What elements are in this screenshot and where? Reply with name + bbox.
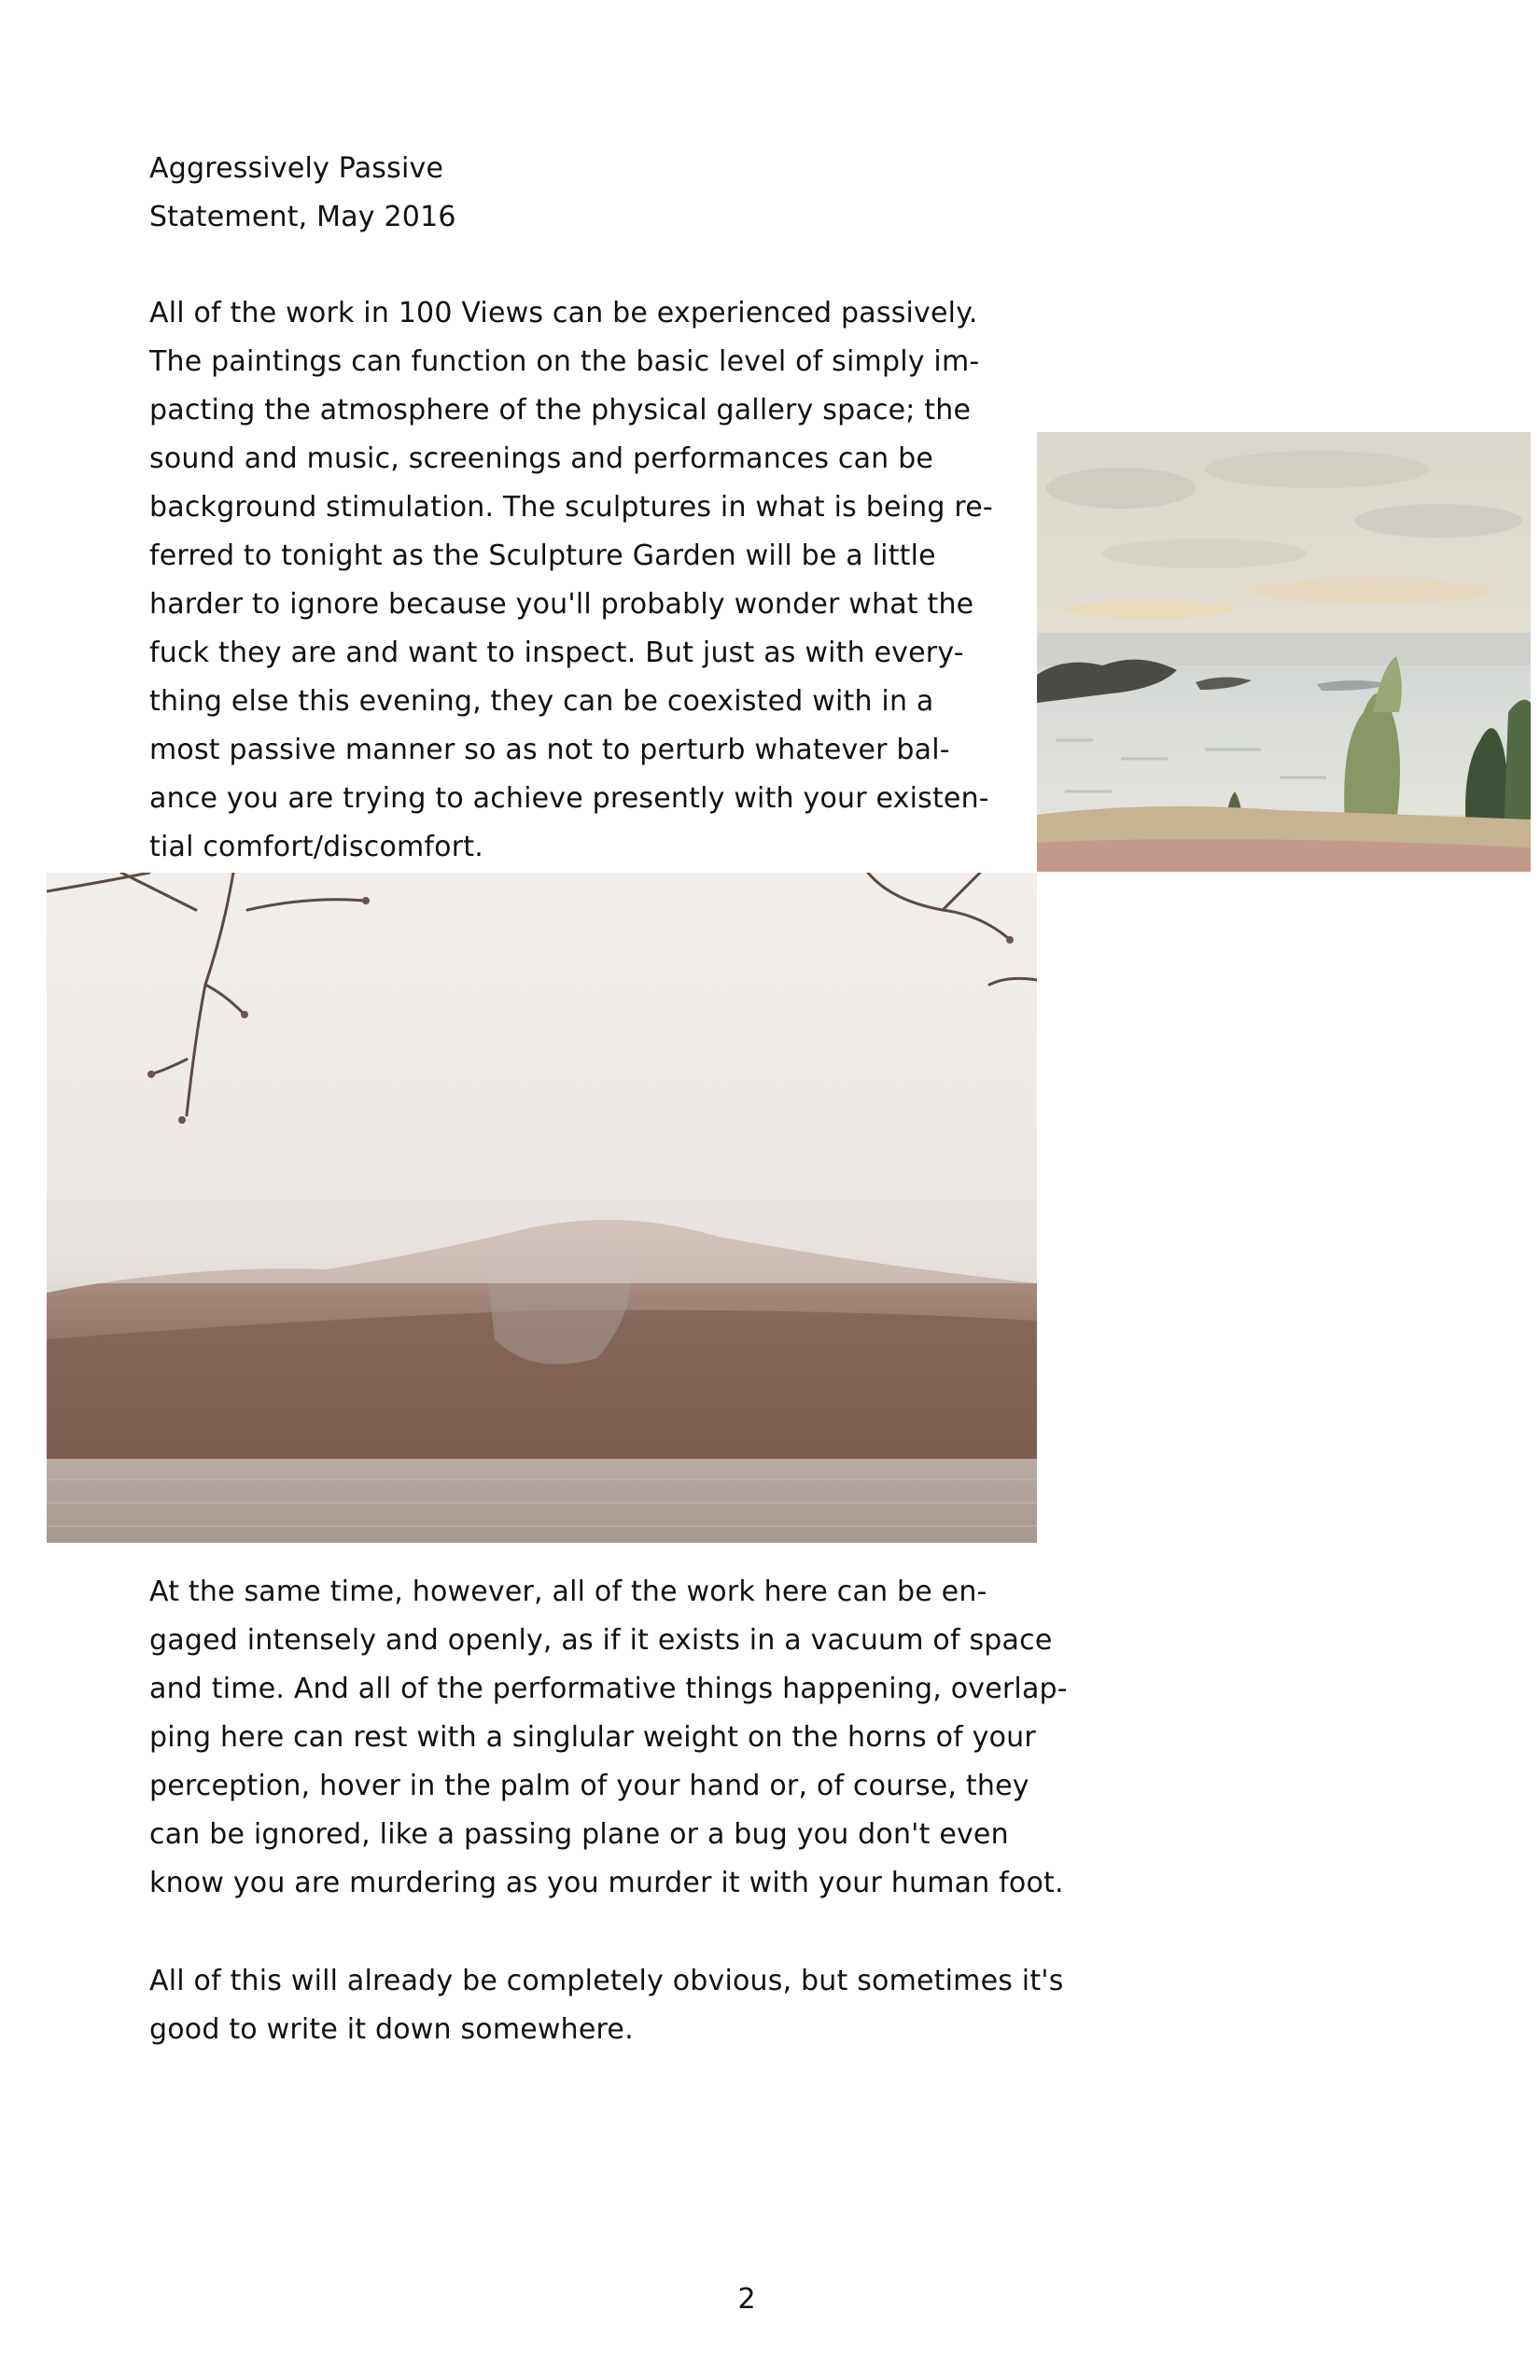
paragraph-line: ance you are trying to achieve presently with your existen- (149, 782, 989, 815)
paragraph-1 (149, 289, 993, 872)
paragraph-line: perception, hover in the palm of your hand or, of course, they (149, 1770, 1029, 1802)
paragraph-line: All of this will already be completely obvious, but sometimes it's (149, 1965, 1064, 1997)
paragraph-line: At the same time, however, all of the work here can be en- (149, 1575, 987, 1608)
paragraph-line: harder to ignore because you'll probably wonder what the (149, 588, 974, 621)
paragraph-line: know you are murdering as you murder it with your human foot. (149, 1867, 1064, 1899)
paragraph-line: fuck they are and want to inspect. But just as with every- (149, 637, 964, 669)
document-header (149, 145, 456, 242)
document-title: Aggressively Passive (149, 152, 444, 185)
paragraph-line: tial comfort/discomfort. (149, 831, 483, 863)
paragraph-2 (149, 1568, 1068, 1908)
paragraph-line: most passive manner so as not to perturb whatever bal- (149, 734, 950, 766)
paragraph-3 (149, 1957, 1064, 2054)
paragraph-line: can be ignored, like a passing plane or a bug you don't even (149, 1818, 1009, 1851)
paragraph-line: and time. And all of the performative things happening, overlap- (149, 1673, 1068, 1705)
paragraph-line: sound and music, screenings and performances can be (149, 442, 934, 475)
paragraph-line: All of the work in 100 Views can be experienced passively. (149, 297, 978, 329)
paragraph-line: thing else this evening, they can be coexisted with in a (149, 685, 934, 718)
paragraph-line: background stimulation. The sculptures in what is being re- (149, 491, 993, 524)
paragraph-line: The paintings can function on the basic level of simply im- (149, 345, 980, 378)
paragraph-line: ping here can rest with a singlular weight on the horns of your (149, 1721, 1036, 1754)
document-subtitle: Statement, May 2016 (149, 201, 456, 233)
page-number: 2 (737, 2283, 756, 2316)
landscape-painting (1037, 432, 1531, 872)
paragraph-line: pacting the atmosphere of the physical gallery space; the (149, 394, 972, 427)
paragraph-line: good to write it down somewhere. (149, 2013, 634, 2046)
paragraph-line: ferred to tonight as the Sculpture Garden will be a little (149, 539, 936, 572)
misty-mountain-photo (47, 873, 1037, 1543)
paragraph-line: gaged intensely and openly, as if it exists in a vacuum of space (149, 1624, 1053, 1657)
